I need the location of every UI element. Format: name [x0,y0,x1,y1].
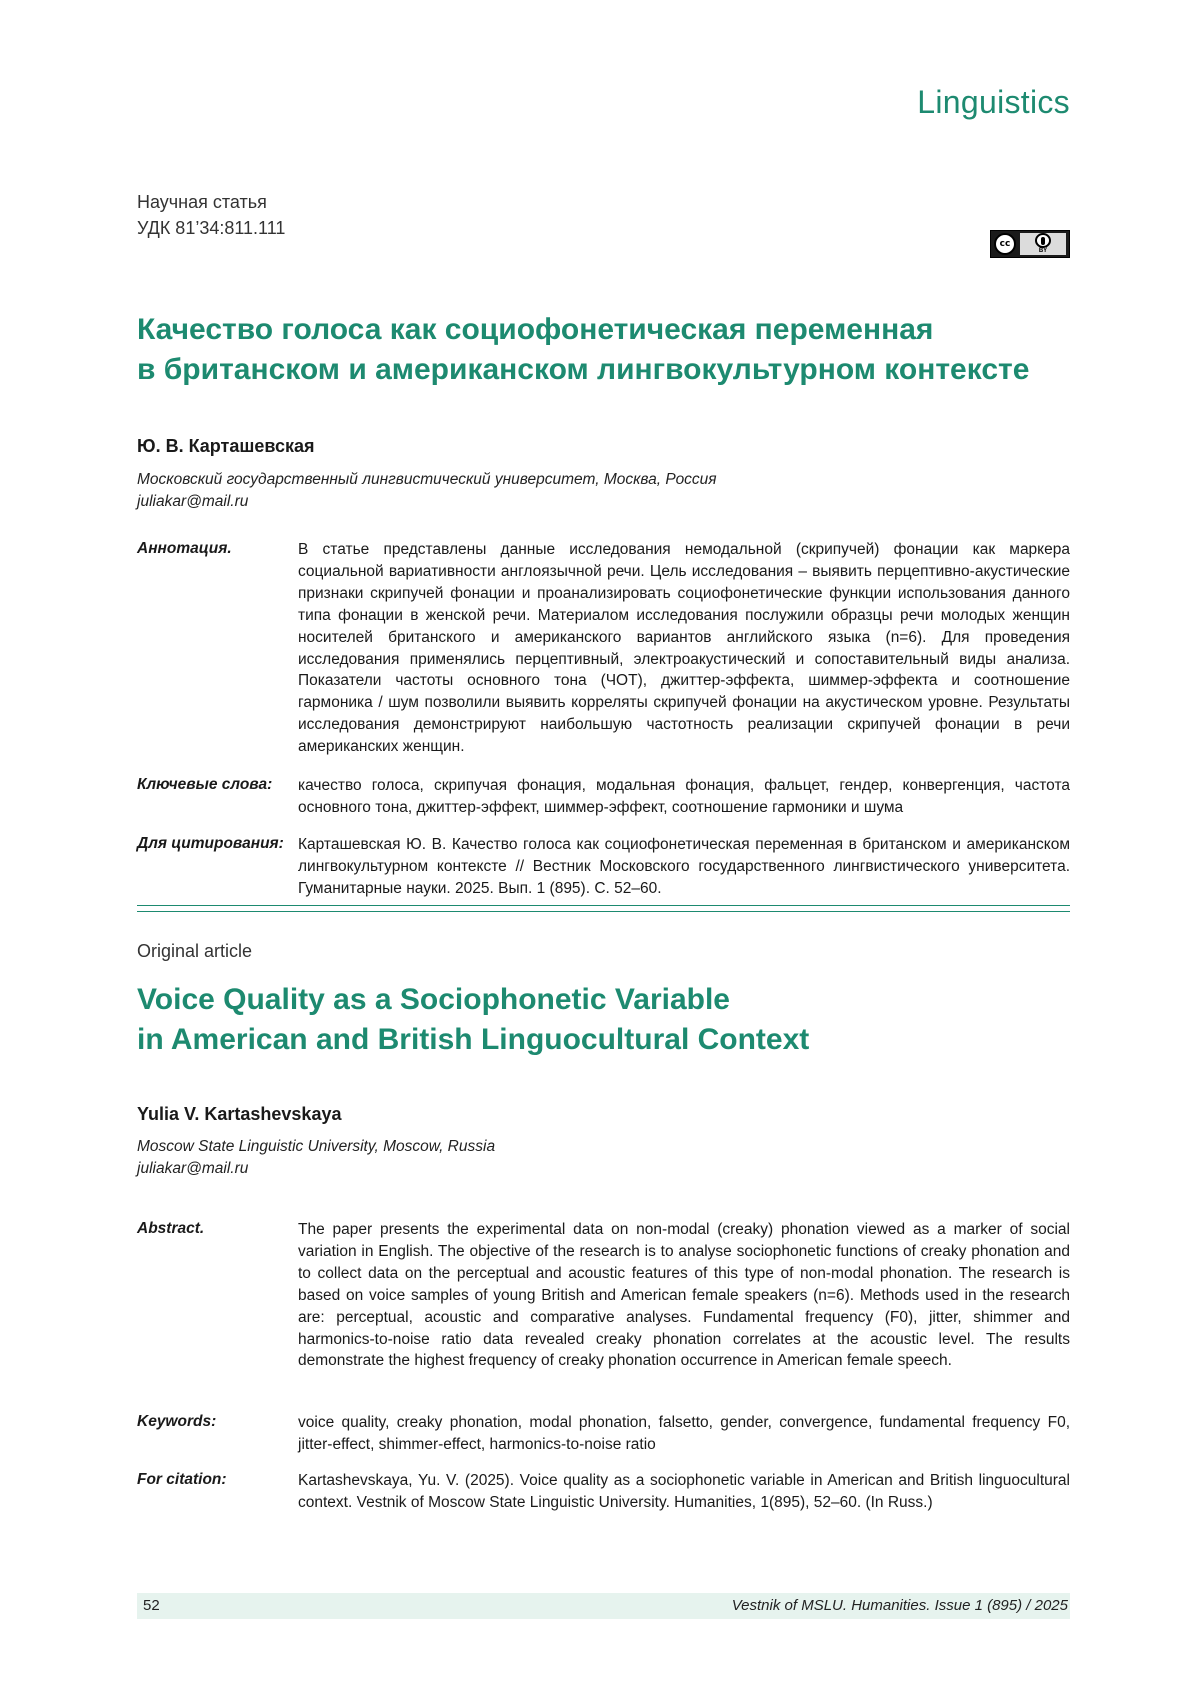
title-en-line2: in American and British Linguocultural Context [137,1023,810,1056]
cc-by-icon[interactable] [990,230,1070,258]
journal-name: Vestnik of MSLU. Humanities. Issue 1 (895) / 2025 [731,1597,1068,1614]
email-en[interactable]: juliakar@mail.ru [137,1160,249,1177]
abstract-ru: В статье представлены данные исследования немодальной (скрипучей) фонации как маркера социальной вариативности англоязычной речи. Цель исследования – выявить перцептивно-акустические признаки скрипучей фонации и проанализировать социофонетические функции использования данного типа фонации в женской речи. Материалом исследования послужили образцы речи молодых женщин носителей британского и американского вариантов английского языка (n=6). Для проведения исследования применялись перцептивный, электроакустический и сопоставительный виды анализа. Показатели частоты основного тона (ЧОТ), джиттер-эффекта, шиммер-эффекта и соотношение гармоника / шум позволили выявить корреляты скрипучей фонации на акустическом уровне. Результаты исследования демонстрируют наибольшую частотность реализации скрипучей фонации в речи американских женщин. [298,541,1070,756]
email-ru[interactable]: juliakar@mail.ru [137,493,249,510]
title-ru-line2: в британском и американском лингвокультурном контексте [137,353,1030,386]
page-number: 52 [143,1597,160,1614]
title-ru [137,310,1070,390]
author-ru: Ю. В. Карташевская [137,436,315,456]
keywords-label-ru: Ключевые слова: [137,776,273,793]
affiliation-ru-block [137,469,717,513]
section-tag: Linguistics [917,84,1070,120]
abstract-label-ru: Аннотация. [137,540,232,557]
title-en-line1: Voice Quality as a Sociophonetic Variable [137,983,730,1016]
citation-en: Kartashevskaya, Yu. V. (2025). Voice quality as a sociophonetic variable in American and British linguocultural context. Vestnik of Moscow State Linguistic University. Humanities, 1(895), 52–60. (In Russ.) [298,1472,1070,1511]
article-type-ru: Научная статья [137,192,267,212]
abstract-en: The paper presents the experimental data on non-modal (creaky) phonation viewed as a marker of social variation in English. The objective of the research is to analyse sociophonetic functions of creaky phonation and to collect data on the perceptual and acoustic features of this type of non-modal phonation. The research is based on voice samples of young British and American female speakers (n=6). Methods used in the research are: perceptual, acoustic and comparative analyses. Fundamental frequency (F0), jitter, shimmer and harmonics-to-noise ratio data revealed creaky phonation correlates at the acoustic level. The results demonstrate the highest frequency of creaky phonation occurrence in American female speech. [298,1221,1070,1370]
cc-icon: cc [994,233,1016,255]
abstract-label-en: Abstract. [137,1220,205,1237]
attribution-person-icon [1035,233,1051,248]
keywords-label-en: Keywords: [137,1413,217,1430]
title-en [137,980,1070,1060]
affiliation-ru: Московский государственный лингвистический университет, Москва, Россия [137,471,717,488]
keywords-ru: качество голоса, скрипучая фонация, модальная фонация, фальцет, гендер, конвергенция, частота основного тона, джиттер-эффект, шиммер-эффект, соотношение гармоники и шума [298,777,1070,816]
article-type-en: Original article [137,941,253,961]
affiliation-en-block [137,1136,495,1180]
citation-label-ru: Для цитирования: [137,835,284,852]
affiliation-en: Moscow State Linguistic University, Moscow, Russia [137,1138,496,1155]
keywords-en: voice quality, creaky phonation, modal phonation, falsetto, gender, convergence, fundamental frequency F0, jitter-effect, shimmer-effect, harmonics-to-noise ratio [298,1414,1070,1453]
section-divider-thin [137,911,1070,912]
author-en: Yulia V. Kartashevskaya [137,1104,342,1124]
section-divider [137,905,1070,906]
citation-ru: Карташевская Ю. В. Качество голоса как социофонетическая переменная в британском и американском лингвокультурном контексте // Вестник Московского государственного лингвистического университета. Гуманитарные науки. 2025. Вып. 1 (895). С. 52–60. [298,836,1070,897]
title-ru-line1: Качество голоса как социофонетическая переменная [137,313,934,346]
citation-label-en: For citation: [137,1471,227,1488]
by-label: BY [1038,248,1048,254]
by-icon [1020,233,1066,255]
udk-code: УДК 81’34:811.111 [137,218,286,238]
